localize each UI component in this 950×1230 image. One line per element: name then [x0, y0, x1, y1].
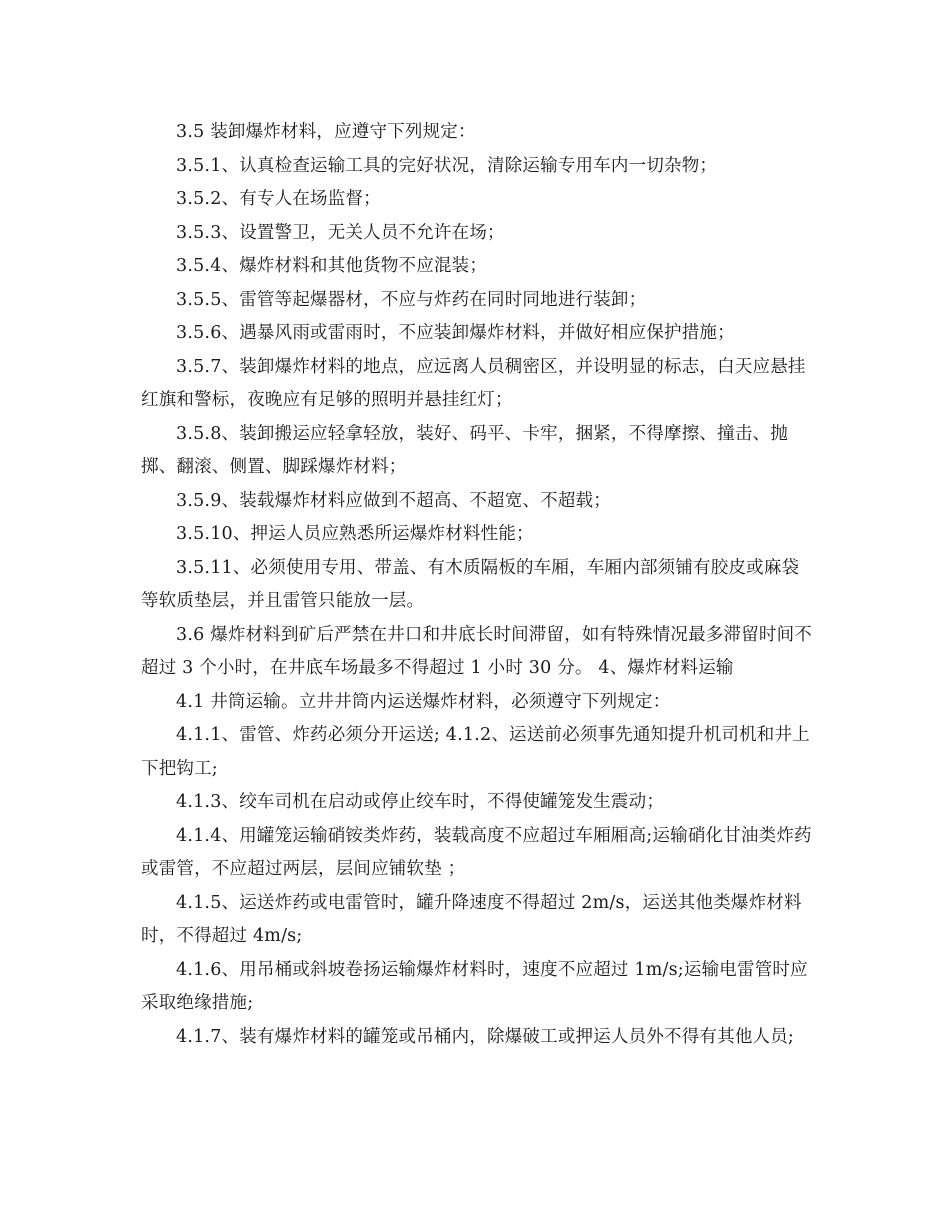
paragraph: 4.1.4、用罐笼运输硝铵类炸药，装载高度不应超过车厢厢高;运输硝化甘油类炸药或雷管，不应超过两层，层间应铺软垫 ；	[141, 825, 812, 879]
paragraph: 3.5.3、设置警卫，无关人员不允许在场；	[176, 222, 505, 243]
paragraph: 3.5 装卸爆炸材料，应遵守下列规定：	[176, 122, 476, 142]
paragraph: 3.5.4、爆炸材料和其他货物不应混装；	[176, 256, 488, 276]
paragraph: 4.1.3、绞车司机在启动或停止绞车时，不得使罐笼发生震动；	[176, 792, 665, 812]
paragraph: 4.1.7、装有爆炸材料的罐笼或吊桶内，除爆破工或押运人员外不得有其他人员;	[176, 1026, 795, 1047]
document-body	[141, 116, 816, 1054]
paragraph: 3.5.2、有专人在场监督；	[176, 189, 381, 209]
paragraph: 3.6 爆炸材料到矿后严禁在井口和井底长时间滞留，如有特殊情况最多滞留时间不超过 3 个小时，在井底车场最多不得超过 1 小时 30 分。 4、爆炸材料运输	[141, 624, 812, 678]
paragraph: 3.5.1、认真检查运输工具的完好状况，清除运输专用车内一切杂物；	[176, 155, 718, 176]
paragraph: 3.5.5、雷管等起爆器材，不应与炸药在同时同地进行装卸；	[176, 289, 647, 310]
paragraph: 4.1.5、运送炸药或电雷管时，罐升降速度不得超过 2m/s，运送其他类爆炸材料时，不得超过 4m/s;	[141, 892, 802, 946]
paragraph: 4.1.1、雷管、炸药必须分开运送; 4.1.2、运送前必须事先通知提升机司机和井上下把钩工;	[141, 725, 810, 779]
paragraph: 4.1 井筒运输。立井井筒内运送爆炸材料，必须遵守下列规定：	[176, 691, 671, 712]
paragraph: 3.5.11、必须使用专用、带盖、有木质隔板的车厢，车厢内部须铺有胶皮或麻袋等软质垫层，并且雷管只能放一层。	[141, 557, 800, 611]
paragraph: 3.5.7、装卸爆炸材料的地点，应远离人员稠密区，并设明显的标志，白天应悬挂红旗和警标，夜晚应有足够的照明并悬挂红灯；	[141, 356, 806, 410]
paragraph: 3.5.8、装卸搬运应轻拿轻放，装好、码平、卡牢，捆紧，不得摩擦、撞击、抛掷、翻滚、侧置、脚踩爆炸材料；	[141, 423, 788, 477]
paragraph: 3.5.9、装载爆炸材料应做到不超高、不超宽、不超载；	[176, 490, 611, 511]
paragraph: 4.1.6、用吊桶或斜坡卷扬运输爆炸材料时，速度不应超过 1m/s;运输电雷管时应采取绝缘措施;	[141, 959, 808, 1013]
paragraph: 3.5.6、遇暴风雨或雷雨时，不应装卸爆炸材料，并做好相应保护措施；	[176, 323, 735, 343]
paragraph: 3.5.10、押运人员应熟悉所运爆炸材料性能；	[176, 524, 534, 544]
